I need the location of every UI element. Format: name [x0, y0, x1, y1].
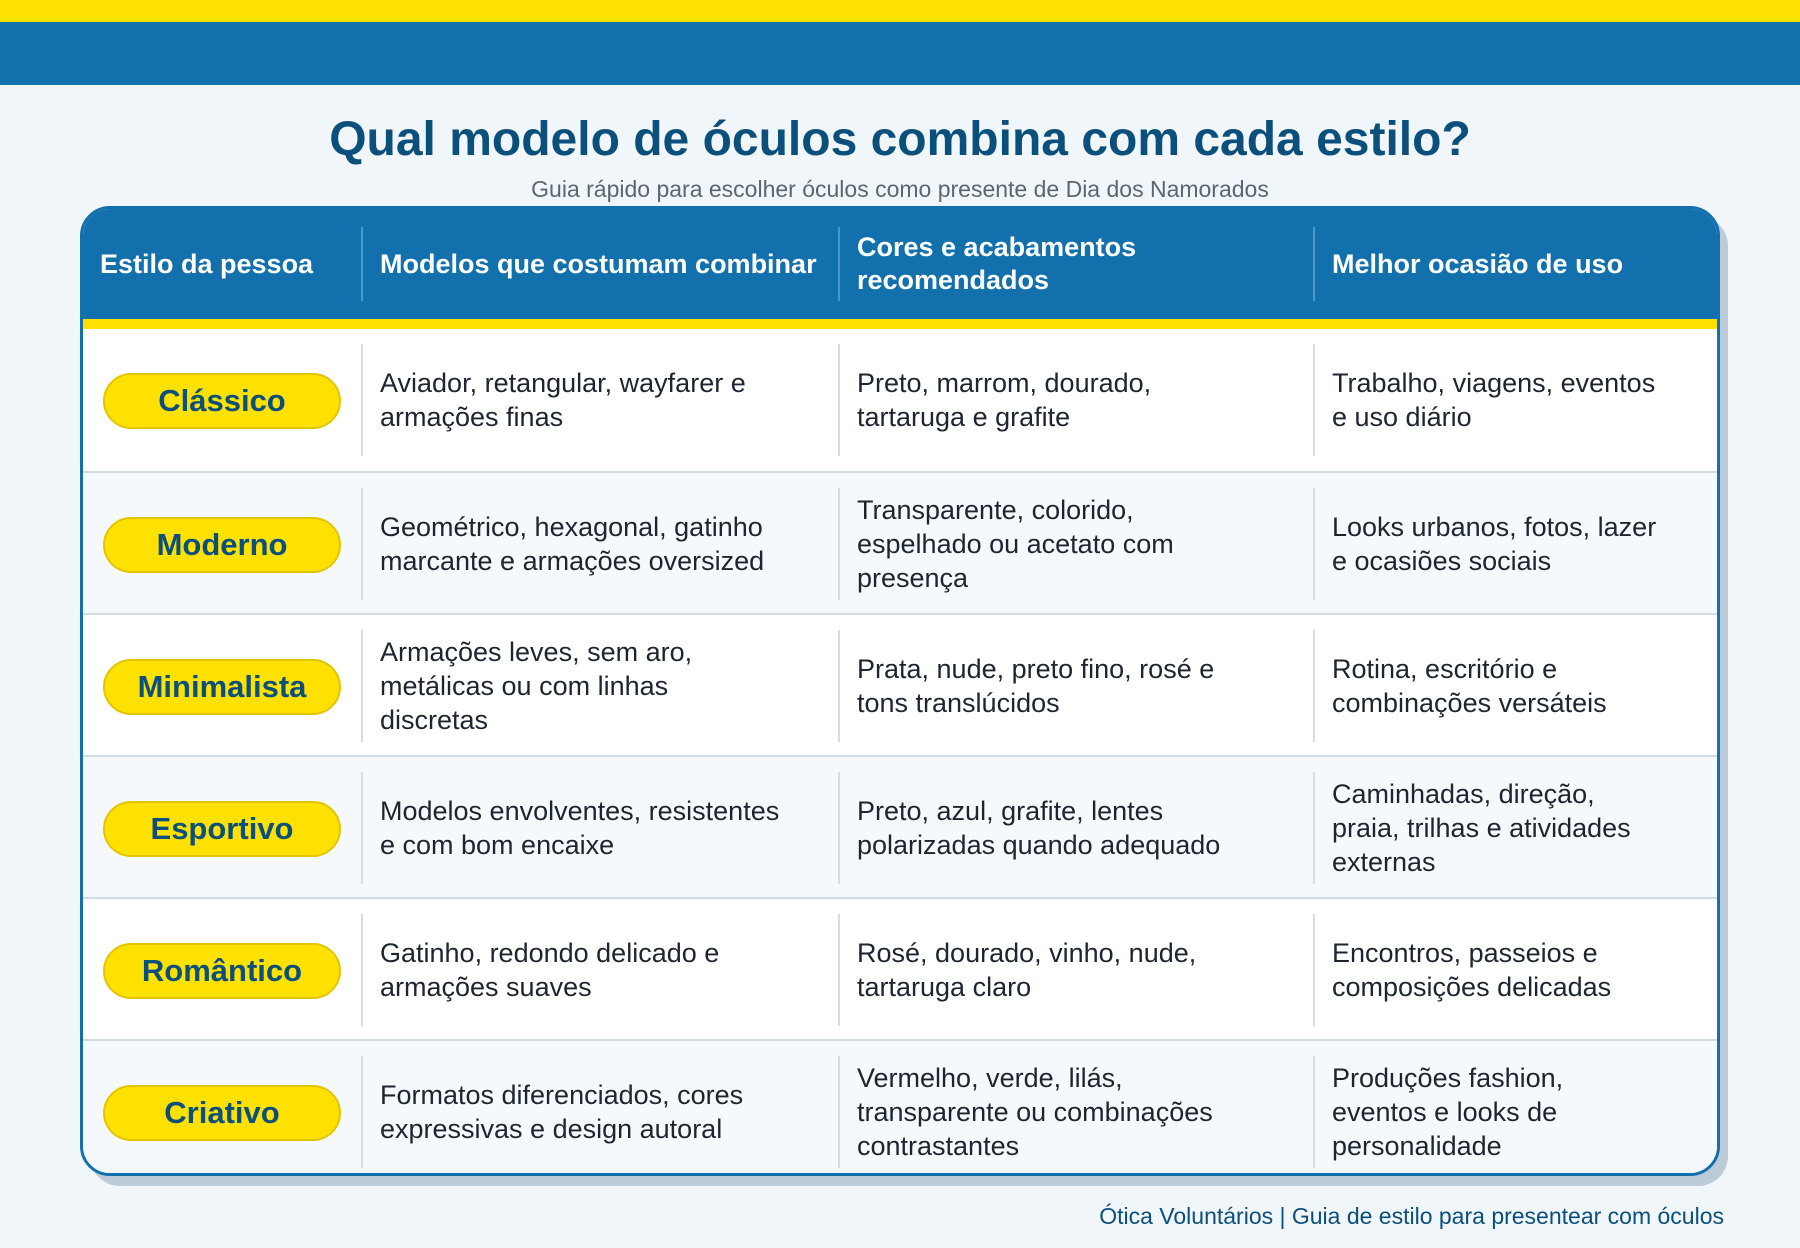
style-badge-moderno: Moderno	[103, 517, 341, 573]
style-badge-esportivo: Esportivo	[103, 801, 341, 857]
table-row	[83, 1039, 1717, 1176]
page-subtitle: Guia rápido para escolher óculos como presente de Dia dos Namorados	[531, 176, 1269, 202]
header-colors: Cores e acabamentos recomendados	[838, 227, 1313, 301]
style-badge-minimalista: Minimalista	[103, 659, 341, 715]
table-row	[83, 755, 1717, 897]
header-occasion: Melhor ocasião de uso	[1313, 227, 1717, 301]
table-row	[83, 613, 1717, 755]
occasion-cell: Caminhadas, direção, praia, trilhas e atividades externas	[1313, 772, 1633, 884]
style-badge-classico: Clássico	[103, 373, 341, 429]
colors-cell: Transparente, colorido, espelhado ou acetato com presença	[838, 488, 1218, 600]
header-yellow-strip	[83, 319, 1717, 329]
top-yellow-band	[0, 0, 1800, 22]
header-models: Modelos que costumam combinar	[361, 227, 838, 301]
occasion-cell: Encontros, passeios e composições delicadas	[1313, 914, 1673, 1026]
table-row	[83, 897, 1717, 1039]
top-blue-band	[0, 22, 1800, 85]
page-title: Qual modelo de óculos combina com cada estilo?	[329, 113, 1471, 166]
occasion-cell: Trabalho, viagens, eventos e uso diário	[1313, 344, 1673, 456]
occasion-cell: Produções fashion, eventos e looks de personalidade	[1313, 1056, 1613, 1168]
occasion-cell: Rotina, escritório e combinações versáteis	[1313, 630, 1673, 742]
table-header	[83, 209, 1717, 319]
models-cell: Geométrico, hexagonal, gatinho marcante e armações oversized	[361, 488, 781, 600]
colors-cell: Preto, marrom, dourado, tartaruga e grafite	[838, 344, 1258, 456]
models-cell: Modelos envolventes, resistentes e com bom encaixe	[361, 772, 781, 884]
header-style: Estilo da pessoa	[100, 248, 314, 279]
style-badge-criativo: Criativo	[103, 1085, 341, 1141]
table-row	[83, 329, 1717, 471]
style-badge-romantico: Romântico	[103, 943, 341, 999]
footer-credit: Ótica Voluntários | Guia de estilo para presentear com óculos	[1099, 1203, 1724, 1229]
style-guide-table	[80, 206, 1720, 1176]
models-cell: Armações leves, sem aro, metálicas ou com linhas discretas	[361, 630, 731, 742]
colors-cell: Rosé, dourado, vinho, nude, tartaruga claro	[838, 914, 1258, 1026]
models-cell: Aviador, retangular, wayfarer e armações finas	[361, 344, 781, 456]
colors-cell: Preto, azul, grafite, lentes polarizadas quando adequado	[838, 772, 1258, 884]
occasion-cell: Looks urbanos, fotos, lazer e ocasiões sociais	[1313, 488, 1673, 600]
models-cell: Formatos diferenciados, cores expressivas e design autoral	[361, 1056, 781, 1168]
table-row	[83, 471, 1717, 613]
colors-cell: Prata, nude, preto fino, rosé e tons translúcidos	[838, 630, 1218, 742]
colors-cell: Vermelho, verde, lilás, transparente ou combinações contrastantes	[838, 1056, 1258, 1168]
models-cell: Gatinho, redondo delicado e armações suaves	[361, 914, 781, 1026]
